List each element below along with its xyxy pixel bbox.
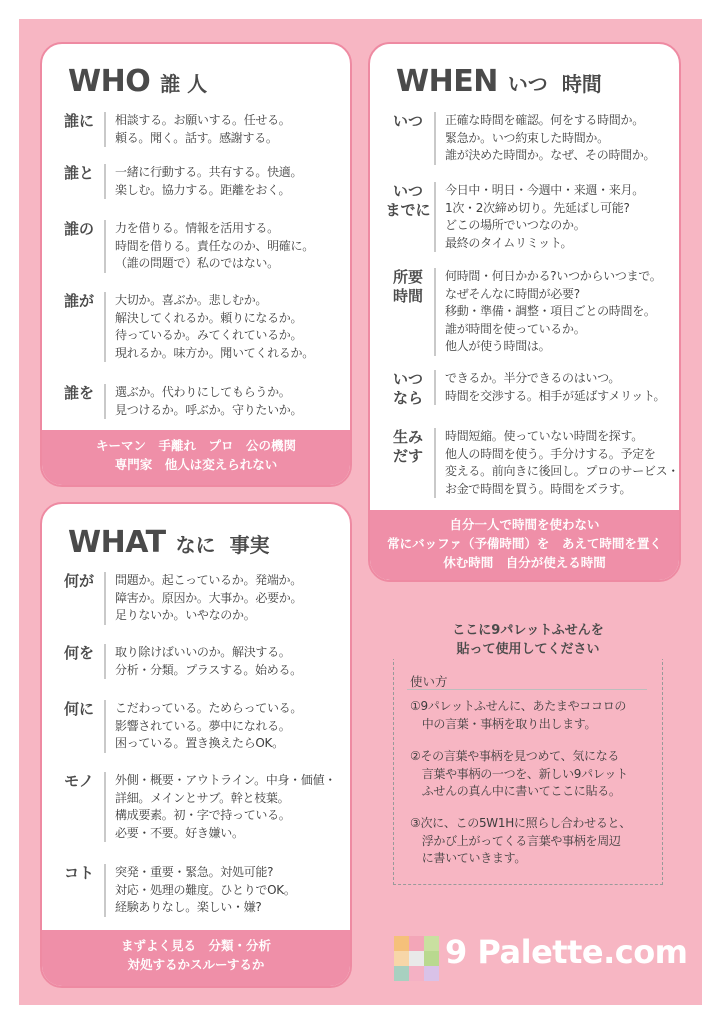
description-line: 誰が時間を使っているか。 (445, 321, 586, 336)
what-row-description (104, 644, 302, 679)
description-line: こだわっている。ためらっている。 (115, 701, 303, 715)
description-line: 他人の時間を使う。手分けする。予定を (445, 446, 656, 461)
sticky-note-title-line: ここに9パレットふせんを (452, 623, 604, 638)
what-band-line: 対処するかスルーするか (127, 957, 265, 972)
description-line: 時間短縮。使っていない時間を探す。 (445, 429, 643, 443)
howto-step-2 (410, 748, 628, 801)
what-title-en: WHAT (68, 525, 166, 560)
palette-square (394, 936, 409, 951)
howto-step-3 (410, 815, 631, 868)
what-row-description (104, 864, 296, 917)
howto-step-1 (410, 698, 626, 733)
who-row-description (104, 292, 314, 362)
description-line: 楽しむ。協力する。距離をおく。 (115, 182, 291, 197)
description-line: 対応・処理の難度。ひとりでOK。 (115, 882, 296, 897)
what-row-label: 何に (63, 700, 94, 718)
logo-text: 9 Palette.com (445, 933, 688, 971)
description-line: 大切か。喜ぶか。悲しむか。 (115, 293, 268, 307)
description-line: 足りないか。いやなのか。 (115, 608, 256, 622)
description-line: なぜそんなに時間が必要? (445, 286, 580, 301)
description-line: お金で時間を買う。時間をズラす。 (445, 481, 632, 496)
palette-square (409, 966, 424, 981)
description-line: 解決してくれるか。頼りになるか。 (115, 310, 303, 325)
description-line: 分析・分類。プラスする。始める。 (115, 662, 302, 677)
who-title (68, 64, 350, 99)
when-band-line: 常にバッファ（予備時間）を あえて時間を置く (387, 536, 662, 551)
who-row-label: 誰に (63, 112, 94, 130)
what-title (68, 525, 350, 560)
description-line: 緊急か。いつ約束した時間か。 (445, 130, 609, 145)
who-row-description (104, 220, 314, 273)
when-title (396, 64, 679, 99)
description-line: 正確な時間を確認。何をする時間か。 (445, 113, 644, 127)
palette-square (424, 966, 439, 981)
when-title-jp2: 時間 (561, 72, 602, 96)
when-row-description (434, 268, 661, 356)
what-row-description (104, 772, 336, 842)
description-line: 今日中・明日・今週中・来週・来月。 (445, 183, 644, 197)
palette-square (424, 936, 439, 951)
howto-divider (407, 689, 647, 690)
step-line: に書いていきます。 (410, 851, 527, 865)
description-line: 困っている。置き換えたらOK。 (115, 736, 284, 750)
what-summary-band (42, 930, 350, 986)
step-line: ふせんの真ん中に書いてここに貼る。 (410, 784, 621, 798)
description-line: 構成要素。初・字で持っている。 (115, 808, 291, 822)
description-line: 問題か。起こっているか。発端か。 (115, 573, 302, 587)
palette-square (409, 936, 424, 951)
description-line: 見つけるか。呼ぶか。守りたいか。 (115, 402, 303, 417)
step-line: ②その言葉や事柄を見つめて、気になる (410, 749, 620, 763)
what-title-jp: なに (175, 533, 216, 557)
what-title-jp2: 事実 (229, 533, 270, 557)
when-row-label: いつ までに (385, 182, 431, 219)
when-row-description (434, 370, 665, 405)
step-line: 中の言葉・事柄を取り出します。 (410, 716, 597, 731)
what-row-label: 何が (63, 572, 94, 590)
description-line: 一緒に行動する。共有する。快適。 (115, 165, 303, 179)
what-row-label: コト (63, 864, 94, 882)
palette-square (394, 951, 409, 966)
what-row-description (104, 700, 302, 753)
who-card (40, 42, 352, 487)
who-row-description (104, 112, 291, 147)
description-line: 変える。前向きに後回し。プロのサービス・ (445, 464, 680, 478)
when-band-line: 休む時間 自分が使える時間 (443, 555, 606, 570)
description-line: 突発・重要・緊急。対処可能? (115, 865, 274, 879)
description-line: 障害か。原因か。大事か。必要か。 (115, 590, 303, 605)
description-line: 移動・準備・調整・項目ごとの時間を。 (445, 304, 656, 318)
description-line: （誰の問題で）私のではない。 (115, 256, 279, 270)
palette-square (409, 951, 424, 966)
what-row-description (104, 572, 302, 625)
when-row-label: いつ (392, 112, 423, 130)
who-row-label: 誰が (63, 292, 94, 310)
description-line: 必要・不要。好き嫌い。 (115, 825, 244, 840)
description-line: 時間を交渉する。相手が延ばすメリット。 (445, 388, 666, 403)
who-band-line: キーマン 手離れ プロ 公の機関 (95, 438, 296, 453)
when-summary-band (370, 510, 679, 580)
who-band-line: 専門家 他人は変えられない (114, 457, 278, 472)
when-band-line: 自分一人で時間を使わない (449, 517, 600, 532)
description-line: 選ぶか。代わりにしてもらうか。 (115, 385, 291, 399)
description-line: 取り除けばいいのか。解決する。 (115, 645, 291, 659)
description-line: 影響されている。夢中になれる。 (115, 718, 291, 733)
who-title-jp: 誰 人 (160, 72, 208, 96)
description-line: 時間を借りる。責任なのか、明確に。 (115, 238, 314, 253)
howto-label: 使い方 (410, 674, 448, 689)
sticky-note-title (393, 621, 663, 659)
description-line: 現れるか。味方か。聞いてくれるか。 (115, 345, 314, 360)
description-line: 1次・2次締め切り。先延ばし可能? (445, 200, 630, 215)
description-line: どこの場所でいつなのか。 (445, 218, 586, 232)
what-card (40, 502, 352, 988)
when-row-description (434, 112, 655, 165)
description-line: 他人が使う時間は。 (445, 339, 551, 353)
when-row-label: 生み だす (392, 428, 423, 465)
when-row-label: いつ なら (392, 370, 423, 407)
description-line: 何時間・何日かかる?いつからいつまで。 (445, 269, 662, 283)
sticky-note-title-line: 貼って使用してください (456, 642, 600, 657)
palette-square (394, 966, 409, 981)
nine-square-palette-icon (394, 936, 439, 981)
when-title-jp: いつ (507, 72, 548, 96)
step-line: ③次に、この5W1Hに照らし合わせると、 (410, 816, 631, 830)
palette-square (424, 951, 439, 966)
when-row-description (434, 428, 679, 498)
description-line: 頼る。聞く。話す。感謝する。 (115, 130, 278, 145)
when-row-label: 所要 時間 (392, 268, 423, 305)
what-row-label: 何を (63, 644, 94, 662)
step-line: 言葉や事柄の一つを、新しい9パレット (410, 766, 628, 781)
who-row-description (104, 384, 302, 419)
who-row-label: 誰と (63, 164, 94, 182)
step-line: ①9パレットふせんに、あたまやココロの (410, 699, 627, 713)
description-line: できるか。半分できるのはいつ。 (445, 371, 621, 385)
who-row-label: 誰の (63, 220, 94, 238)
description-line: 力を借りる。情報を活用する。 (115, 221, 279, 235)
description-line: 外側・概要・アウトライン。中身・価値・ (115, 773, 336, 787)
description-line: 経験ありなし。楽しい・嫌? (115, 900, 262, 914)
description-line: 最終のタイムリミット。 (445, 235, 573, 250)
what-band-line: まずよく見る 分類・分析 (120, 938, 271, 953)
description-line: 待っているか。みてくれているか。 (115, 328, 303, 342)
when-card (368, 42, 681, 582)
what-row-label: モノ (64, 772, 94, 790)
when-row-description (434, 182, 644, 252)
who-title-en: WHO (68, 64, 151, 99)
who-summary-band (42, 430, 350, 485)
when-title-en: WHEN (396, 64, 498, 99)
description-line: 詳細。メインとサブ。幹と枝葉。 (115, 790, 290, 805)
step-line: 浮かび上がってくる言葉や事柄を周辺 (410, 833, 621, 848)
who-row-description (104, 164, 302, 199)
who-row-label: 誰を (63, 384, 94, 402)
description-line: 相談する。お願いする。任せる。 (115, 113, 291, 127)
description-line: 誰が決めた時間か。なぜ、その時間か。 (445, 148, 656, 162)
